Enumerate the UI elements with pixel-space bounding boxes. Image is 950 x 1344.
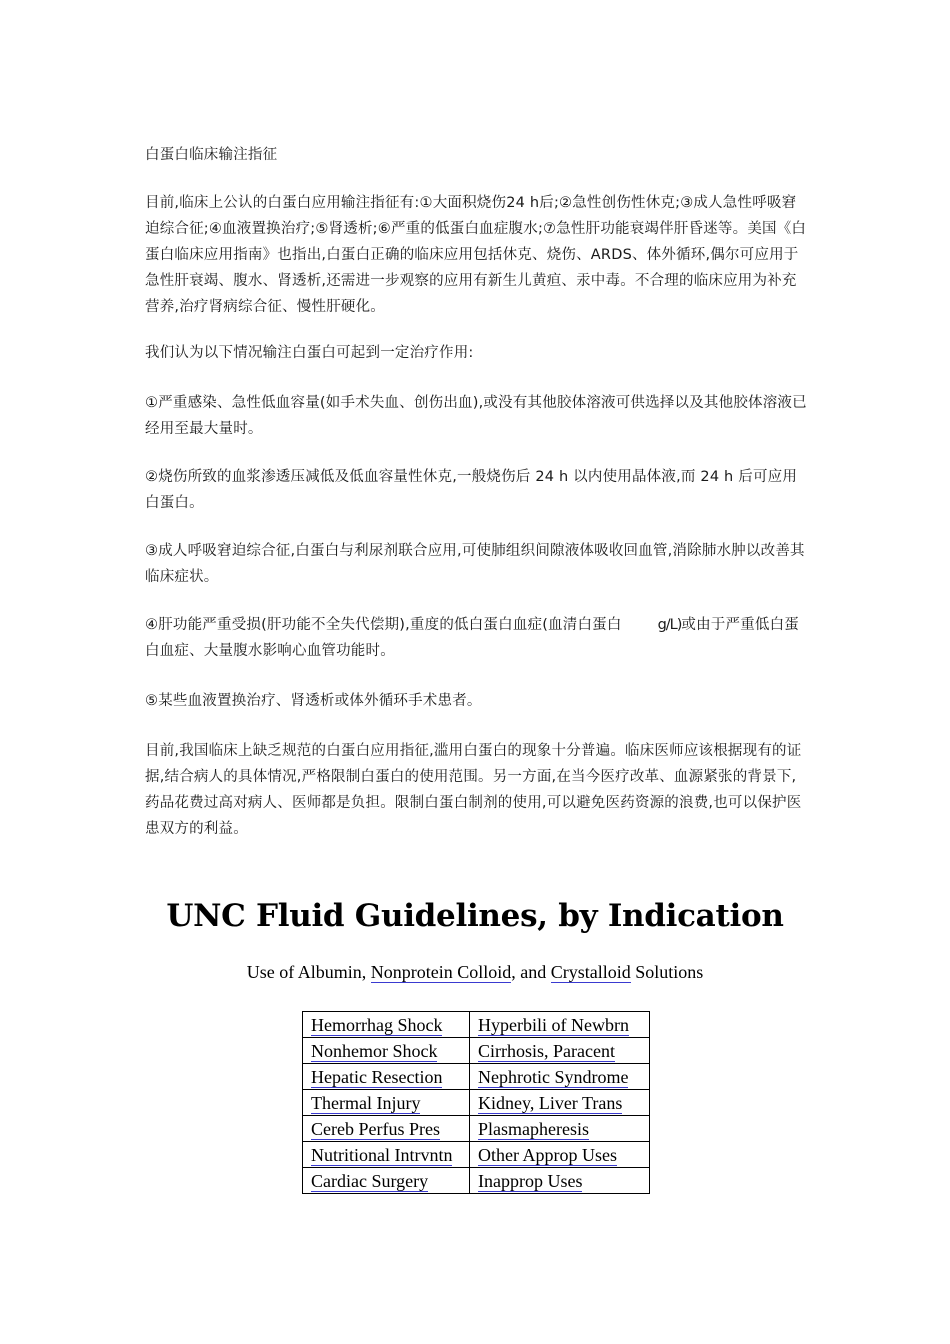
paragraph-item-3: ③成人呼吸窘迫综合征,白蛋白与利尿剂联合应用,可使肺组织间隙液体吸收回血管,消除肺水肿以改善其临床症状。 <box>145 543 805 585</box>
indication-link[interactable]: Hepatic Resection <box>311 1066 443 1087</box>
indication-link[interactable]: Other Approp Uses <box>478 1144 617 1165</box>
table-row <box>303 1012 650 1038</box>
indication-link[interactable]: Thermal Injury <box>311 1092 421 1113</box>
table-row <box>303 1038 650 1064</box>
indication-link[interactable]: Nutritional Intrvntn <box>311 1144 453 1165</box>
table-cell <box>470 1064 650 1090</box>
table-cell <box>303 1090 470 1116</box>
table-cell <box>470 1168 650 1194</box>
nonprotein-colloid-link[interactable]: Nonprotein Colloid <box>370 962 512 982</box>
indication-link[interactable]: Nonhemor Shock <box>311 1040 438 1061</box>
table-cell <box>303 1168 470 1194</box>
item-4-text-b: 或由于严重低白蛋白血症、大量腹水影响心血管功能时。 <box>145 617 800 659</box>
indication-link[interactable]: Plasmapheresis <box>478 1118 589 1139</box>
paragraph-item-4 <box>145 612 810 664</box>
paragraph-intro-list: 我们认为以下情况输注白蛋白可起到一定治疗作用: <box>145 345 474 361</box>
article-title: 白蛋白临床输注指征 <box>145 147 278 163</box>
paragraph-indications: 目前,临床上公认的白蛋白应用输注指征有:①大面积烧伤24 h后;②急性创伤性休克;③成人急性呼吸窘迫综合征;④血液置换治疗;⑤肾透析;⑥严重的低蛋白血症腹水;⑦急性肝功能衰竭伴肝昏迷等。美国《白蛋白临床应用指南》也指出,白蛋白正确的临床应用包括休克、烧伤、ARDS、体外循环,偶尔可应用于急性肝衰竭、腹水、肾透析,还需进一步观察的应用有新生儿黄疸、汞中毒。不合理的临床应用为补充营养,治疗肾病综合征、慢性肝硬化。 <box>145 195 807 315</box>
indication-table <box>302 1011 650 1194</box>
table-cell <box>303 1038 470 1064</box>
table-row <box>303 1064 650 1090</box>
item-4-unit: g/L) <box>657 617 682 633</box>
paragraph-item-2: ②烧伤所致的血浆渗透压减低及低血容量性休克,一般烧伤后 24 h 以内使用晶体液,而 24 h 后可应用白蛋白。 <box>145 469 798 511</box>
paragraph-item-5: ⑤某些血液置换治疗、肾透析或体外循环手术患者。 <box>145 693 482 709</box>
table-cell <box>303 1142 470 1168</box>
table-cell <box>470 1142 650 1168</box>
indication-link[interactable]: Inapprop Uses <box>478 1170 583 1191</box>
table-cell <box>470 1090 650 1116</box>
item-4-text-a: ④肝功能严重受损(肝功能不全失代偿期),重度的低白蛋白血症(血清白蛋白 <box>145 617 622 633</box>
subtitle-mid: , and <box>511 962 551 982</box>
table-row <box>303 1090 650 1116</box>
indication-link[interactable]: Hyperbili of Newbrn <box>478 1014 629 1035</box>
unc-subtitle <box>0 962 950 983</box>
indication-link[interactable]: Cirrhosis, Paracent <box>478 1040 615 1061</box>
table-cell <box>470 1116 650 1142</box>
indication-link[interactable]: Kidney, Liver Trans <box>478 1092 623 1113</box>
table-cell <box>303 1064 470 1090</box>
indication-link[interactable]: Cardiac Surgery <box>311 1170 429 1191</box>
table-cell <box>470 1038 650 1064</box>
table-cell <box>303 1012 470 1038</box>
paragraph-item-1: ①严重感染、急性低血容量(如手术失血、创伤出血),或没有其他胶体溶液可供选择以及其他胶体溶液已经用至最大量时。 <box>145 395 807 437</box>
table-row <box>303 1142 650 1168</box>
crystalloid-link[interactable]: Crystalloid <box>550 962 631 982</box>
indication-link[interactable]: Cereb Perfus Pres <box>311 1118 440 1139</box>
table-cell <box>303 1116 470 1142</box>
table-row <box>303 1168 650 1194</box>
indication-link[interactable]: Nephrotic Syndrome <box>478 1066 629 1087</box>
indication-link[interactable]: Hemorrhag Shock <box>311 1014 443 1035</box>
paragraph-conclusion: 目前,我国临床上缺乏规范的白蛋白应用指征,滥用白蛋白的现象十分普遍。临床医师应该根据现有的证据,结合病人的具体情况,严格限制白蛋白的使用范围。另一方面,在当今医疗改革、血源紧张的背景下,药品花费过高对病人、医师都是负担。限制白蛋白制剂的使用,可以避免医药资源的浪费,也可以保护医患双方的利益。 <box>145 743 802 837</box>
subtitle-prefix: Use of Albumin, <box>246 962 371 982</box>
table-cell <box>470 1012 650 1038</box>
subtitle-suffix: Solutions <box>630 962 704 982</box>
unc-title: UNC Fluid Guidelines, by Indication <box>166 898 784 934</box>
table-row <box>303 1116 650 1142</box>
